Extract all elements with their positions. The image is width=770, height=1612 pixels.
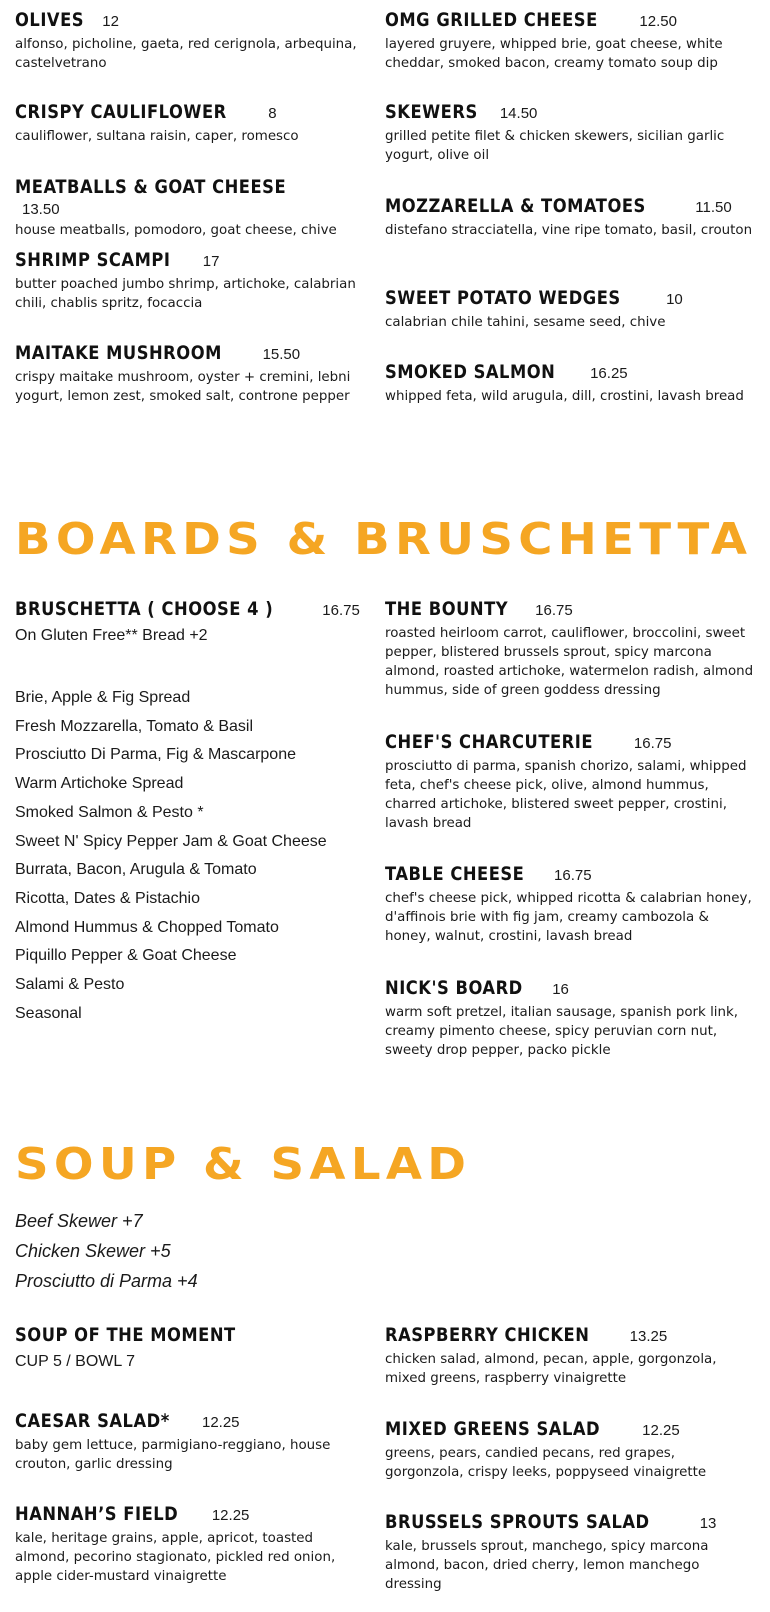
- item-price: 12.25: [201, 1414, 240, 1431]
- item-price: 16.75: [554, 867, 592, 884]
- item-description: chicken salad, almond, pecan, apple, gorgonzola, mixed greens, raspberry vinaigrette: [385, 1352, 717, 1386]
- item-description: prosciutto di parma, spanish chorizo, salami, whipped feta, chef's cheese pick, olive, almond hummus, charred artichoke, blistered sweet pepper, crostini, lavash bread: [385, 759, 747, 831]
- item-description: kale, heritage grains, apple, apricot, toasted almond, pecorino stagionato, pickled red onion, apple cider-mustard vinaigrette: [15, 1531, 336, 1584]
- item-name: THE BOUNTY: [385, 598, 509, 620]
- menu-item-maitake-mushroom: [15, 341, 360, 406]
- add-on-item: Beef Skewer +7: [15, 1211, 143, 1231]
- item-description: greens, pears, candied pecans, red grapes, gorgonzola, crispy leeks, poppyseed vinaigrette: [385, 1446, 707, 1480]
- item-name: CHEF'S CHARCUTERIE: [385, 731, 594, 753]
- menu-item-sweet-potato-wedges: [385, 286, 755, 332]
- item-price: 13: [699, 1515, 717, 1532]
- item-description: cauliflower, sultana raisin, caper, romesco: [15, 129, 299, 144]
- item-description: distefano stracciatella, vine ripe tomato, basil, crouton: [385, 223, 753, 238]
- item-price: 14.50: [499, 105, 538, 122]
- item-name: SKEWERS: [385, 101, 478, 123]
- item-description: grilled petite filet & chicken skewers, sicilian garlic yogurt, olive oil: [385, 129, 725, 163]
- menu-item-skewers: [385, 100, 755, 165]
- item-description: roasted heirloom carrot, cauliflower, broccolini, sweet pepper, blistered brussels sprout, spicy marcona almond, roasted artichoke, watermelon radish, almond hummus, side of green goddess dressing: [385, 626, 754, 698]
- menu-item-bruschetta: [15, 597, 360, 646]
- menu-item-shrimp-scampi: [15, 248, 360, 313]
- menu-item-omg-grilled-cheese: [385, 8, 755, 73]
- item-description: whipped feta, wild arugula, dill, crostini, lavash bread: [385, 389, 744, 404]
- menu-item-mixed-greens-salad: [385, 1417, 755, 1482]
- list-item: Brie, Apple & Fig Spread: [15, 689, 191, 706]
- item-price: 16: [552, 981, 569, 998]
- item-price: 16.75: [322, 602, 360, 619]
- list-item: Seasonal: [15, 1004, 82, 1022]
- item-description: alfonso, picholine, gaeta, red cerignola, arbequina, castelvetrano: [15, 37, 357, 71]
- list-item: Almond Hummus & Chopped Tomato: [15, 918, 279, 936]
- menu-item-brussels-sprouts-salad: [385, 1510, 755, 1594]
- item-price: 12.50: [639, 13, 677, 30]
- item-description: chef's cheese pick, whipped ricotta & calabrian honey, d'affinois brie with fig jam, creamy cambozola & honey, walnut, crostini, lavash bread: [385, 891, 752, 944]
- item-price: 11.50: [695, 199, 732, 216]
- item-name: CRISPY CAULIFLOWER: [15, 101, 227, 123]
- menu-item-smoked-salmon: [385, 360, 755, 406]
- item-description: calabrian chile tahini, sesame seed, chive: [385, 315, 666, 330]
- section-title-soup-salad: SOUP & SALAD: [15, 1139, 472, 1190]
- list-item: Piquillo Pepper & Goat Cheese: [15, 947, 237, 965]
- add-on-item: Prosciutto di Parma +4: [15, 1271, 198, 1291]
- item-description: crispy maitake mushroom, oyster + cremini, lebni yogurt, lemon zest, smoked salt, controne pepper: [15, 370, 351, 404]
- item-name: RASPBERRY CHICKEN: [385, 1324, 590, 1346]
- list-item: Warm Artichoke Spread: [15, 775, 184, 793]
- item-name: BRUSCHETTA ( CHOOSE 4 ): [15, 598, 274, 620]
- item-price: 10: [666, 291, 683, 308]
- menu-item-nicks-board: [385, 976, 755, 1060]
- item-price: 12.25: [211, 1507, 250, 1524]
- item-name: HANNAH’S FIELD: [15, 1503, 179, 1525]
- item-name: TABLE CHEESE: [385, 863, 525, 885]
- list-item: Prosciutto Di Parma, Fig & Mascarpone: [15, 746, 296, 764]
- menu-item-caesar-salad: [15, 1409, 360, 1474]
- item-description: warm soft pretzel, italian sausage, spanish pork link, creamy pimento cheese, spicy peruvian corn nut, sweety drop pepper, packo pickle: [385, 1005, 739, 1058]
- item-price: 13.50: [22, 201, 60, 218]
- add-ons-list: [15, 1206, 360, 1296]
- item-price: 16.75: [535, 602, 573, 619]
- list-item: Smoked Salmon & Pesto *: [15, 803, 204, 821]
- menu-item-meatballs: [15, 175, 360, 240]
- list-item: Ricotta, Dates & Pistachio: [15, 889, 200, 907]
- gluten-free-note: On Gluten Free** Bread +2: [15, 627, 208, 644]
- item-name: OLIVES: [15, 9, 85, 31]
- list-item: Sweet N' Spicy Pepper Jam & Goat Cheese: [15, 832, 327, 850]
- item-name: SWEET POTATO WEDGES: [385, 287, 621, 309]
- menu-item-olives: [15, 8, 360, 73]
- item-name: MEATBALLS & GOAT CHEESE: [15, 176, 287, 198]
- list-item: Burrata, Bacon, Arugula & Tomato: [15, 861, 257, 879]
- menu-item-table-cheese: [385, 862, 755, 946]
- menu-item-hannahs-field: [15, 1502, 360, 1586]
- item-price: 17: [202, 253, 220, 270]
- item-price: 15.50: [262, 346, 301, 363]
- section-title-boards: BOARDS & BRUSCHETTA: [15, 514, 753, 565]
- item-name: SMOKED SALMON: [385, 361, 556, 383]
- item-price: 12: [102, 13, 119, 30]
- menu-item-crispy-cauliflower: [15, 100, 360, 146]
- menu-item-chefs-charcuterie: [385, 730, 755, 833]
- item-name: OMG GRILLED CHEESE: [385, 9, 598, 31]
- item-description: butter poached jumbo shrimp, artichoke, calabrian chili, chablis spritz, focaccia: [15, 277, 356, 311]
- bruschetta-options-list: [15, 684, 360, 1028]
- menu-item-the-bounty: [385, 597, 755, 700]
- item-name: BRUSSELS SPROUTS SALAD: [385, 1511, 650, 1533]
- item-name: NICK'S BOARD: [385, 977, 523, 999]
- item-name: MIXED GREENS SALAD: [385, 1418, 601, 1440]
- item-price: 16.25: [590, 365, 628, 382]
- item-description: house meatballs, pomodoro, goat cheese, chive: [15, 223, 337, 238]
- menu-item-raspberry-chicken: [385, 1323, 755, 1388]
- item-name: MAITAKE MUSHROOM: [15, 342, 222, 364]
- list-item: Fresh Mozzarella, Tomato & Basil: [15, 717, 254, 735]
- item-price: 12.25: [642, 1422, 680, 1439]
- item-price: 13.25: [629, 1328, 668, 1345]
- item-price: 16.75: [633, 735, 672, 752]
- menu-item-soup-of-the-moment: [15, 1323, 360, 1372]
- item-price: 8: [268, 105, 277, 122]
- item-description: kale, brussels sprout, manchego, spicy marcona almond, bacon, dried cherry, lemon manchego dressing: [385, 1539, 709, 1592]
- item-description: baby gem lettuce, parmigiano-reggiano, house crouton, garlic dressing: [15, 1438, 331, 1472]
- item-name: CAESAR SALAD*: [15, 1410, 170, 1432]
- item-sizes: CUP 5 / BOWL 7: [15, 1353, 136, 1370]
- list-item: Salami & Pesto: [15, 976, 125, 994]
- item-name: SHRIMP SCAMPI: [15, 249, 171, 271]
- item-name: MOZZARELLA & TOMATOES: [385, 195, 646, 217]
- item-name: SOUP OF THE MOMENT: [15, 1324, 236, 1346]
- menu-item-mozzarella-tomatoes: [385, 194, 755, 240]
- add-on-item: Chicken Skewer +5: [15, 1241, 171, 1261]
- item-description: layered gruyere, whipped brie, goat cheese, white cheddar, smoked bacon, creamy tomato soup dip: [385, 37, 723, 71]
